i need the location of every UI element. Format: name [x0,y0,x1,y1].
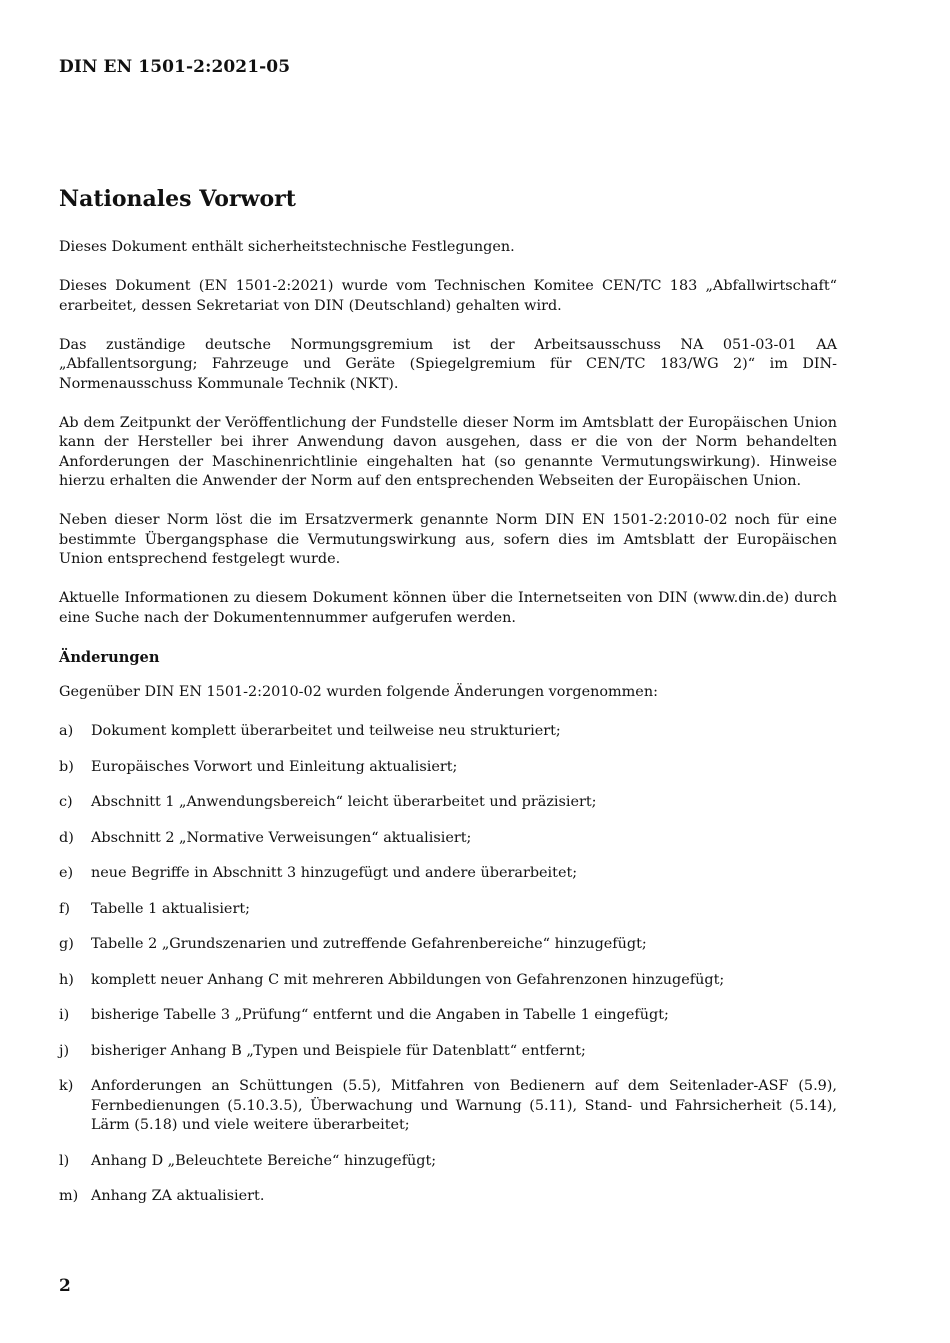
list-marker: d) [59,829,74,846]
list-marker: f) [59,900,70,917]
list-marker: c) [59,794,73,810]
list-marker: b) [59,758,74,775]
list-item-text: Dokument komplett überarbeitet und teilweise neu strukturiert; [91,723,561,739]
list-item-text: neue Begriffe in Abschnitt 3 hinzugefügt und andere überarbeitet; [91,865,578,881]
list-item [59,900,837,920]
list-item-text: Anhang D „Beleuchtete Bereiche“ hinzugefügt; [91,1152,437,1169]
page-title: Nationales Vorwort [59,186,296,212]
changes-heading: Änderungen [59,648,160,666]
paragraph-national-body: Das zuständige deutsche Normungsgremium ist der Arbeitsausschuss NA 051-03-01 AA „Abfallentsorgung; Fahrzeuge und Geräte (Spiegelgremium für CEN/TC 183/WG 2)“ im DIN-Normenausschuss Kommunale Technik (NKT). [59,336,837,392]
list-item-text: bisherige Tabelle 3 „Prüfung“ entfernt und die Angaben in Tabelle 1 eingefügt; [91,1007,669,1023]
list-item [59,829,837,849]
list-item [59,971,837,991]
list-marker: h) [59,971,74,988]
changes-intro: Gegenüber DIN EN 1501-2:2010-02 wurden folgende Änderungen vorgenommen: [59,684,658,700]
paragraph-presumption: Ab dem Zeitpunkt der Veröffentlichung der Fundstelle dieser Norm im Amtsblatt der Europäischen Union kann der Hersteller bei ihrer Anwendung davon ausgehen, dass er die von der Norm behandelten Anforderungen der Maschinenrichtlinie eingehalten hat (so genannte Vermutungswirkung). Hinweise hierzu erhalten die Anwender der Norm auf den entsprechenden Webseiten der Europäischen Union. [59,414,837,489]
list-marker: l) [59,1152,70,1169]
list-marker: k) [59,1078,74,1094]
list-item [59,1006,837,1026]
list-item-text: Anhang ZA aktualisiert. [91,1188,265,1204]
paragraph-information: Aktuelle Informationen zu diesem Dokument können über die Internetseiten von DIN (www.din.de) durch eine Suche nach der Dokumentennummer aufgerufen werden. [59,590,837,626]
list-item-text: Anforderungen an Schüttungen (5.5), Mitfahren von Bedienern auf dem Seitenlader-ASF (5.9), Fernbedienungen (5.10.3.5), Überwachung und Warnung (5.11), Stand- und Fahrsicherheit (5.14), Lärm (5.18) und viele weitere überarbeitet; [91,1078,837,1133]
document-page [59,0,837,1343]
document-id-header: DIN EN 1501-2:2021-05 [59,57,291,77]
document-body [59,238,837,1223]
list-item [59,758,837,778]
list-marker: a) [59,723,74,739]
page-number: 2 [59,1276,71,1296]
list-item-text: Abschnitt 2 „Normative Verweisungen“ aktualisiert; [91,829,472,846]
list-item-text: bisheriger Anhang B „Typen und Beispiele für Datenblatt“ entfernt; [91,1042,586,1059]
list-item-text: Tabelle 1 aktualisiert; [91,900,250,917]
list-marker: e) [59,865,74,881]
list-item-text: komplett neuer Anhang C mit mehreren Abbildungen von Gefahrenzonen hinzugefügt; [91,971,725,988]
list-item [59,1042,837,1062]
list-item-text: Tabelle 2 „Grundszenarien und zutreffende Gefahrenbereiche“ hinzugefügt; [91,936,647,952]
list-marker: m) [59,1188,79,1204]
list-item [59,864,837,884]
list-marker: g) [59,936,74,952]
paragraph-replacement: Neben dieser Norm löst die im Ersatzvermerk genannte Norm DIN EN 1501-2:2010-02 noch für eine bestimmte Übergangsphase die Vermutungswirkung aus, sofern dies im Amtsblatt der Europäischen Union entsprechend festgelegt wurde. [59,512,837,567]
list-item [59,793,837,813]
list-marker: i) [59,1007,70,1023]
list-item [59,1152,837,1172]
paragraph-safety: Dieses Dokument enthält sicherheitstechnische Festlegungen. [59,239,515,255]
list-item [59,1187,837,1207]
list-item [59,1077,837,1136]
changes-list [59,722,837,1207]
list-item [59,722,837,742]
list-marker: j) [59,1042,70,1059]
paragraph-committee: Dieses Dokument (EN 1501-2:2021) wurde vom Technischen Komitee CEN/TC 183 „Abfallwirtschaft“ erarbeitet, dessen Sekretariat von DIN (Deutschland) gehalten wird. [59,278,837,314]
list-item [59,935,837,955]
list-item-text: Europäisches Vorwort und Einleitung aktualisiert; [91,758,458,775]
list-item-text: Abschnitt 1 „Anwendungsbereich“ leicht überarbeitet und präzisiert; [91,794,597,810]
